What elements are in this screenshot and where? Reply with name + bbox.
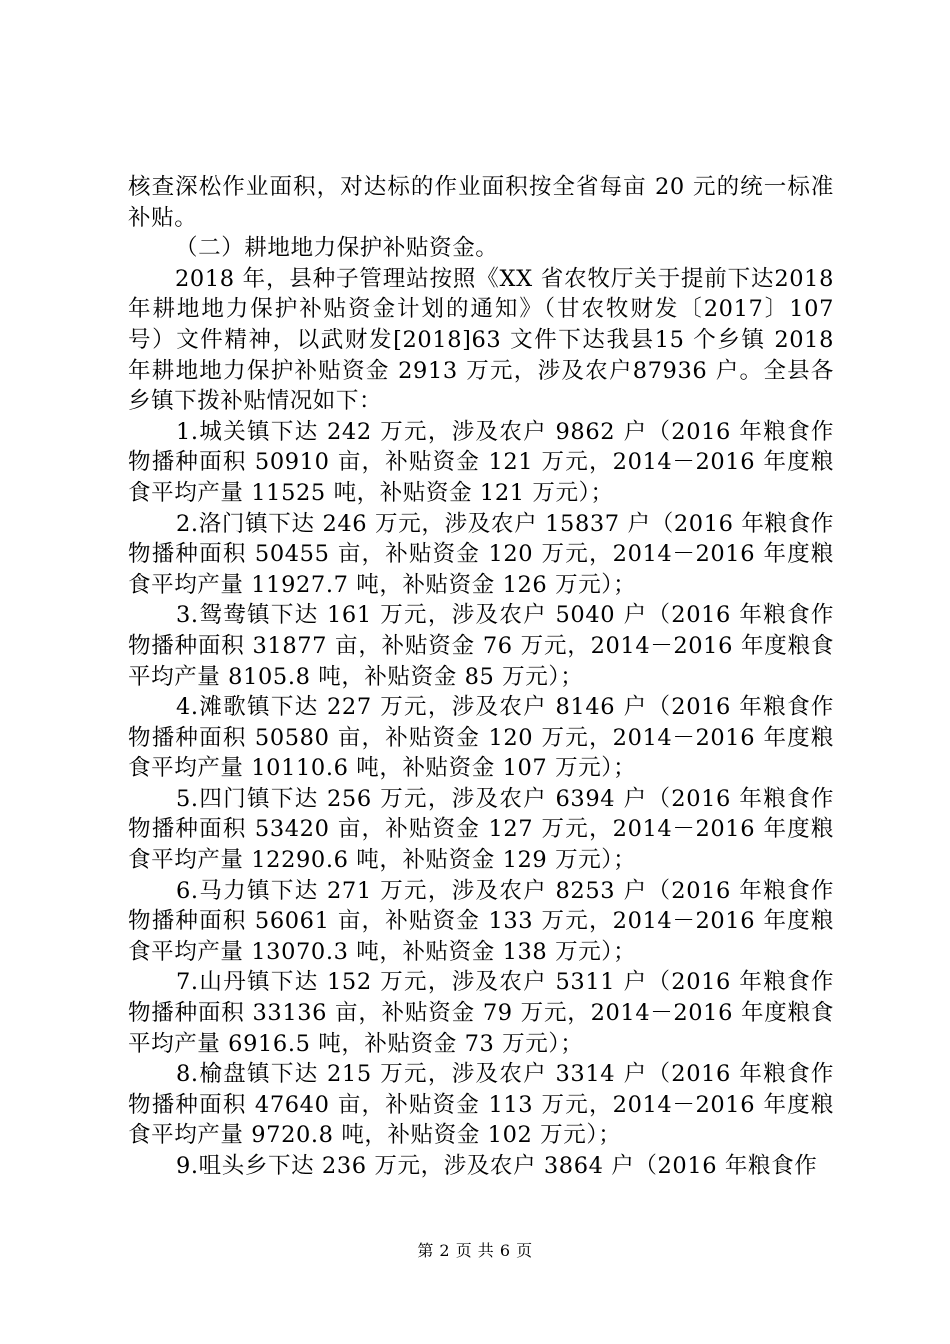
list-item-jutou: 9.咀头乡下达 236 万元，涉及农户 3864 户（2016 年粮食作	[176, 1153, 818, 1179]
list-item-simen: 5.四门镇下达 256 万元，涉及农户 6394 户（2016 年粮食作物播种面积 53420 亩，补贴资金 127 万元，2014－2016 年度粮食平均产量 12290.6 吨，补贴资金 129 万元）；	[128, 785, 834, 874]
list-item-luomen: 2.洛门镇下达 246 万元，涉及农户 15837 户（2016 年粮食作物播种面积 50455 亩，补贴资金 120 万元，2014－2016 年度粮食平均产量 11927.7 吨，补贴资金 126 万元）；	[128, 510, 834, 598]
page-footer: 第 2 页 共 6 页	[417, 1241, 533, 1260]
document-body	[128, 172, 834, 1182]
list-item-mali: 6.马力镇下达 271 万元，涉及农户 8253 户（2016 年粮食作物播种面积 56061 亩，补贴资金 133 万元，2014－2016 年度粮食平均产量 13070.3 吨，补贴资金 138 万元）；	[128, 877, 834, 965]
paragraph-subsidy-overview: 2018 年，县种子管理站按照《XX 省农牧厅关于提前下达2018 年耕地地力保护补贴资金计划的通知》（甘农牧财发〔2017〕107 号）文件精神，以武财发[2018]63 文件下达我县15 个乡镇 2018 年耕地地力保护补贴资金 2913 万元，涉及农户87936 户。全县各乡镇下拨补贴情况如下：	[128, 265, 834, 415]
paragraph-subsidy-standard: 核查深松作业面积，对达标的作业面积按全省每亩 20 元的统一标准补贴。	[128, 174, 834, 231]
list-item-yupan: 8.榆盘镇下达 215 万元，涉及农户 3314 户（2016 年粮食作物播种面积 47640 亩，补贴资金 113 万元，2014－2016 年度粮食平均产量 9720.8 吨，补贴资金 102 万元）；	[128, 1061, 834, 1149]
list-item-shandan: 7.山丹镇下达 152 万元，涉及农户 5311 户（2016 年粮食作物播种面积 33136 亩，补贴资金 79 万元，2014－2016 年度粮食平均产量 6916.5 吨，补贴资金 73 万元）；	[128, 969, 834, 1057]
list-item-chengguan: 1.城关镇下达 242 万元，涉及农户 9862 户（2016 年粮食作物播种面积 50910 亩，补贴资金 121 万元，2014－2016 年度粮食平均产量 11525 吨，补贴资金 121 万元）；	[128, 418, 834, 506]
list-item-yuanyang: 3.鸳鸯镇下达 161 万元，涉及农户 5040 户（2016 年粮食作物播种面积 31877 亩，补贴资金 76 万元，2014－2016 年度粮食平均产量 8105.8 吨，补贴资金 85 万元）；	[128, 602, 834, 690]
section-heading-farmland-subsidy: （二）耕地地力保护补贴资金。	[175, 235, 499, 262]
list-item-tange: 4.滩歌镇下达 227 万元，涉及农户 8146 户（2016 年粮食作物播种面积 50580 亩，补贴资金 120 万元，2014－2016 年度粮食平均产量 10110.6 吨，补贴资金 107 万元）；	[128, 694, 834, 782]
